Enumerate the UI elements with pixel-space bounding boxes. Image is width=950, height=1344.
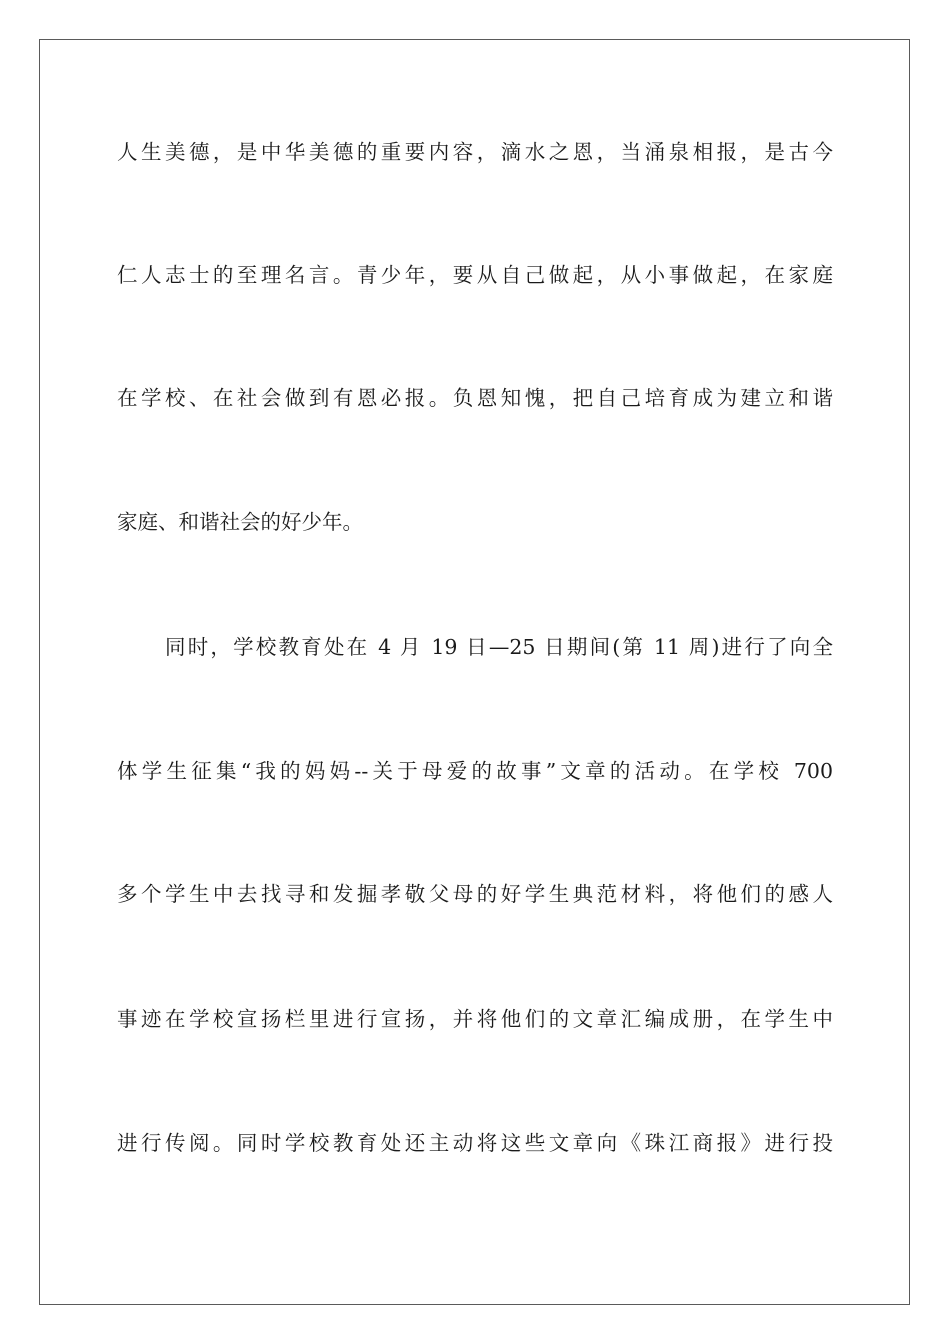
- text-line-6: 体学生征集“我的妈妈--关于母爱的故事”文章的活动。在学校 700: [117, 759, 833, 783]
- text-line-4: 家庭、和谐社会的好少年。: [117, 510, 363, 534]
- text-line-9: 进行传阅。同时学校教育处还主动将这些文章向《珠江商报》进行投: [117, 1131, 833, 1155]
- text-line-2: 仁人志士的至理名言。青少年，要从自己做起，从小事做起，在家庭: [117, 263, 833, 287]
- text-line-8: 事迹在学校宣扬栏里进行宣扬，并将他们的文章汇编成册，在学生中: [117, 1007, 833, 1031]
- text-line-3: 在学校、在社会做到有恩必报。负恩知愧，把自己培育成为建立和谐: [117, 386, 833, 410]
- text-line-7: 多个学生中去找寻和发掘孝敬父母的好学生典范材料，将他们的感人: [117, 882, 833, 906]
- text-line-5: 同时，学校教育处在 4 月 19 日—25 日期间(第 11 周)进行了向全: [165, 635, 833, 659]
- text-line-1: 人生美德，是中华美德的重要内容，滴水之恩，当涌泉相报，是古今: [117, 140, 833, 164]
- page-frame: [39, 39, 910, 1305]
